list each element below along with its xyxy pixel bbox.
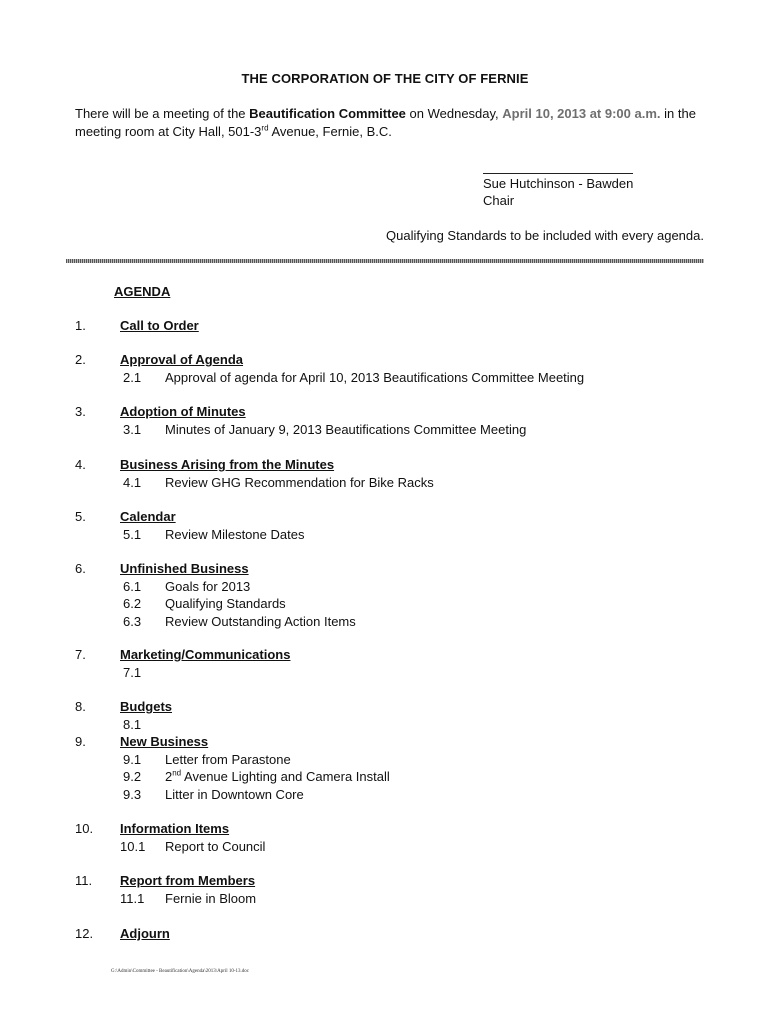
notice-text: meeting room at City Hall, 501-3: [75, 124, 262, 139]
sub-item-number: 3.1: [123, 421, 142, 437]
agenda-item-number: 12.: [75, 926, 94, 941]
agenda-item-number: 6.: [75, 561, 86, 576]
sub-item-number: 9.2: [123, 769, 142, 784]
signatory-role: Chair: [483, 193, 515, 208]
agenda-item-title: Approval of Agenda: [120, 352, 244, 367]
signatory-name: Sue Hutchinson - Bawden: [483, 176, 634, 191]
committee-name: Beautification Committee: [249, 106, 406, 121]
sub-item-text: Qualifying Standards: [165, 596, 286, 611]
sub-item-number: 7.1: [123, 664, 142, 680]
ordinal-suffix: rd: [261, 123, 269, 133]
sub-item-text: Minutes of January 9, 2013 Beautifications Committee Meeting: [165, 421, 527, 437]
agenda-item-title: New Business: [120, 734, 209, 749]
sub-item-text: Letter from Parastone: [165, 751, 291, 767]
sub-item-text: Litter in Downtown Core: [165, 786, 304, 802]
sub-item-number: 9.3: [123, 786, 142, 802]
meeting-notice-line-1: [75, 105, 715, 123]
sub-item-number: 10.1: [120, 838, 146, 854]
agenda-heading: AGENDA: [114, 284, 171, 299]
agenda-item-number: 9.: [75, 734, 86, 749]
sub-item-text-part: 2: [165, 769, 173, 784]
agenda-item-number: 3.: [75, 404, 86, 419]
notice-text: There will be a meeting of the: [75, 106, 250, 121]
agenda-item-title: Calendar: [120, 509, 176, 524]
file-path-footer: G:\Admin\Committee - Beautification\Agenda\2013\April 10-13.doc: [111, 969, 250, 974]
sub-item-number: 4.1: [123, 474, 142, 490]
agenda-item-title: Marketing/Communications: [120, 647, 291, 662]
agenda-item-title: Report from Members: [120, 873, 256, 888]
sub-item-number: 6.1: [123, 578, 142, 594]
agenda-item-title: Budgets: [120, 699, 172, 714]
agenda-item-number: 4.: [75, 457, 86, 472]
ordinal-suffix: nd: [172, 768, 182, 778]
sub-item-number: 2.1: [123, 369, 142, 385]
sub-item-text: Review Outstanding Action Items: [165, 613, 356, 629]
agenda-item-number: 11.: [75, 873, 93, 888]
signature-line: [483, 173, 633, 174]
notice-text: on Wednesday,: [405, 106, 503, 121]
sub-item-text: Fernie in Bloom: [165, 890, 257, 906]
agenda-item-number: 1.: [75, 318, 86, 333]
agenda-item-title: Information Items: [120, 821, 230, 836]
sub-item-text: [165, 769, 390, 784]
agenda-item-number: 7.: [75, 647, 86, 662]
agenda-item-number: 2.: [75, 352, 86, 367]
sub-item-text: Goals for 2013: [165, 578, 251, 594]
sub-item-number: 6.2: [123, 596, 142, 611]
agenda-item-title: Adoption of Minutes: [120, 404, 246, 419]
agenda-item-number: 8.: [75, 699, 86, 714]
notice-text: Avenue, Fernie, B.C.: [268, 124, 392, 139]
notice-text: in the: [660, 106, 696, 121]
sub-item-number: 5.1: [123, 526, 142, 542]
sub-item-number: 11.1: [120, 890, 145, 906]
sub-item-number: 9.1: [123, 751, 142, 767]
sub-item-text-part: Avenue Lighting and Camera Install: [181, 769, 390, 784]
section-divider: [66, 259, 704, 263]
agenda-item-number: 5.: [75, 509, 86, 524]
agenda-item-title: Adjourn: [120, 926, 170, 941]
sub-item-text: Review Milestone Dates: [165, 526, 305, 542]
meeting-datetime: April 10, 2013 at 9:00 a.m.: [502, 106, 661, 121]
sub-item-text: Report to Council: [165, 838, 266, 854]
agenda-item-title: Business Arising from the Minutes: [120, 457, 335, 472]
sub-item-text: Approval of agenda for April 10, 2013 Beautifications Committee Meeting: [165, 369, 585, 385]
sub-item-number: 8.1: [123, 716, 142, 732]
qualifying-standards-note: Qualifying Standards to be included with every agenda.: [386, 228, 704, 243]
sub-item-number: 6.3: [123, 613, 142, 629]
agenda-item-number: 10.: [75, 821, 94, 836]
agenda-item-title: Call to Order: [120, 318, 199, 333]
sub-item-text: Review GHG Recommendation for Bike Racks: [165, 474, 434, 490]
agenda-item-title: Unfinished Business: [120, 561, 249, 576]
meeting-notice-line-2: [75, 123, 715, 141]
document-title: THE CORPORATION OF THE CITY OF FERNIE: [241, 71, 529, 86]
